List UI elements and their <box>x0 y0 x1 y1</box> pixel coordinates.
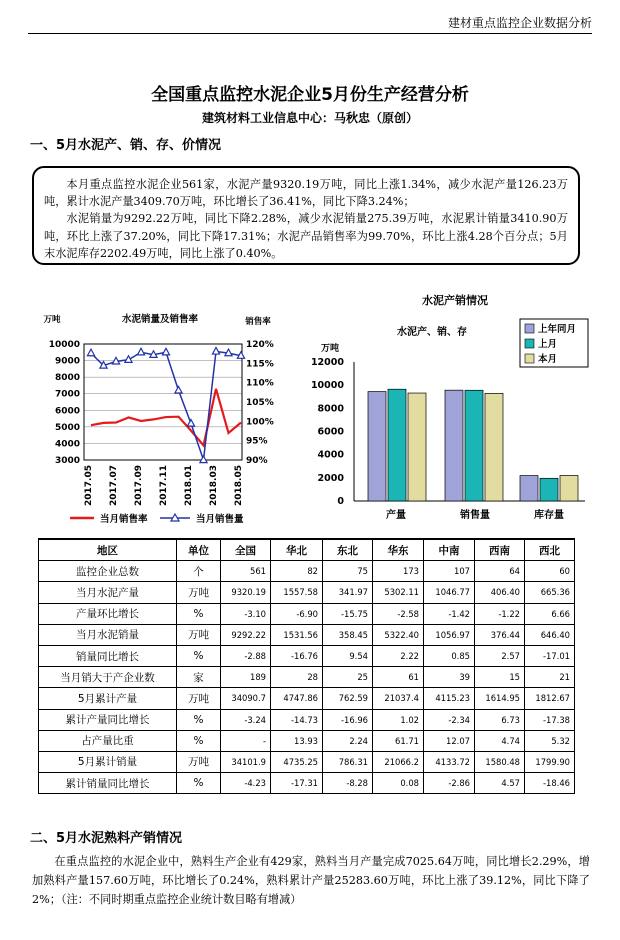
table-cell: 665.36 <box>525 582 575 603</box>
bar-tick: 0 <box>337 496 344 507</box>
left-tick: 4000 <box>54 439 80 450</box>
table-row <box>39 603 575 624</box>
bar-chart-legend <box>520 319 588 367</box>
row-label: 监控企业总数 <box>39 561 177 582</box>
table-cell: 4.57 <box>475 773 525 794</box>
left-tick: 7000 <box>54 389 80 400</box>
bar-tick: 6000 <box>317 426 344 438</box>
table-cell: -3.10 <box>221 603 271 624</box>
bar-tick: 10000 <box>310 380 344 392</box>
left-tick: 6000 <box>54 406 80 417</box>
legend-swatch-last-year <box>525 324 534 333</box>
table-cell: -17.38 <box>525 709 575 730</box>
left-chart-legend <box>70 513 244 525</box>
table-cell: 1580.48 <box>475 751 525 772</box>
row-unit: % <box>177 730 221 751</box>
bar-tick: 12000 <box>310 357 344 368</box>
table-cell: 1056.97 <box>424 624 475 645</box>
table-cell: 13.93 <box>271 730 323 751</box>
table-cell: 64 <box>475 561 525 582</box>
row-unit: 个 <box>177 561 221 582</box>
left-chart-gridlines <box>84 361 242 444</box>
row-unit: % <box>177 709 221 730</box>
bar-axis-unit: 万吨 <box>320 344 340 354</box>
table-cell: 9320.19 <box>221 582 271 603</box>
table-cell: 1812.67 <box>525 688 575 709</box>
table-cell: -15.75 <box>323 603 373 624</box>
table-cell: -16.96 <box>323 709 373 730</box>
table-cell: 61 <box>373 667 424 688</box>
table-cell: 4.74 <box>475 730 525 751</box>
table-cell: - <box>221 730 271 751</box>
left-chart-title: 水泥销量及销售率 <box>121 314 199 325</box>
table-cell: -4.23 <box>221 773 271 794</box>
table-cell: 1799.90 <box>525 751 575 772</box>
row-unit: 万吨 <box>177 751 221 772</box>
table-cell: 39 <box>424 667 475 688</box>
legend-label-rate: 当月销售率 <box>100 514 148 525</box>
table-cell: 25 <box>323 667 373 688</box>
table-row <box>39 730 575 751</box>
table-cell: 5302.11 <box>373 582 424 603</box>
row-unit: 万吨 <box>177 582 221 603</box>
legend-label-volume: 当月销售量 <box>196 514 244 525</box>
table-cell: 4747.86 <box>271 688 323 709</box>
x-label: 2017.05 <box>84 465 94 506</box>
right-chart-outer-title: 水泥产销情况 <box>422 294 488 307</box>
table-header-cell: 华北 <box>271 539 323 561</box>
region-data-table <box>38 538 575 794</box>
table-cell: -2.34 <box>424 709 475 730</box>
table-cell: 34090.7 <box>221 688 271 709</box>
table-cell: 561 <box>221 561 271 582</box>
row-label: 5月累计销量 <box>39 751 177 772</box>
table-cell: 2.57 <box>475 645 525 666</box>
bar-1-1 <box>465 390 483 501</box>
right-chart-inner-title: 水泥产、销、存 <box>397 327 467 338</box>
left-tick: 3000 <box>54 456 80 466</box>
row-unit: 万吨 <box>177 624 221 645</box>
table-cell: -2.58 <box>373 603 424 624</box>
x-axis-labels <box>84 465 244 506</box>
page-title: 全国重点监控水泥企业5月份生产经营分析 <box>151 85 469 105</box>
table-cell: 1614.95 <box>475 688 525 709</box>
row-unit: % <box>177 603 221 624</box>
table-cell: 21037.4 <box>373 688 424 709</box>
right-axis-ticks <box>246 340 274 466</box>
left-axis-ticks <box>49 340 80 466</box>
table-cell: 646.40 <box>525 624 575 645</box>
bar-category-label: 产量 <box>386 510 406 521</box>
table-cell: -16.76 <box>271 645 323 666</box>
table-cell: 1557.58 <box>271 582 323 603</box>
table-cell: 173 <box>373 561 424 582</box>
summary-paragraph-2: 水泥销量为9292.22万吨，同比下降2.28%，减少水泥销量275.39万吨，水泥累计销量3410.90万吨，环比上涨了37.20%，同比下降17.31%；水泥产品销售率为99.70%，环比上涨4.28个百分点；5月末水泥库存2202.49万吨，同比上涨了0.40%。 <box>44 212 568 260</box>
table-cell: 9.54 <box>323 645 373 666</box>
table-cell: -17.01 <box>525 645 575 666</box>
volume-point <box>212 347 219 354</box>
table-body <box>39 561 575 794</box>
table-cell: -2.86 <box>424 773 475 794</box>
table-row <box>39 624 575 645</box>
row-label: 当月水泥产量 <box>39 582 177 603</box>
table-cell: 2.24 <box>323 730 373 751</box>
right-tick: 120% <box>246 340 274 350</box>
volume-point <box>175 386 182 393</box>
left-chart-series <box>87 347 244 462</box>
section1-heading: 一、5月水泥产、销、存、价情况 <box>30 138 222 153</box>
table-cell: 2.22 <box>373 645 424 666</box>
table-cell: 376.44 <box>475 624 525 645</box>
table-cell: -14.73 <box>271 709 323 730</box>
table-cell: 34101.9 <box>221 751 271 772</box>
table-row <box>39 561 575 582</box>
table-row <box>39 751 575 772</box>
table-cell: 4133.72 <box>424 751 475 772</box>
right-tick: 100% <box>246 417 274 428</box>
bar-tick: 2000 <box>317 472 344 484</box>
volume-point <box>200 456 207 463</box>
table-cell: 5322.40 <box>373 624 424 645</box>
left-axis-unit: 万吨 <box>43 315 61 325</box>
bar-tick: 4000 <box>317 449 344 461</box>
x-label: 2017.11 <box>159 465 169 506</box>
table-cell: 107 <box>424 561 475 582</box>
right-tick: 110% <box>246 378 274 389</box>
bar-0-0 <box>368 392 386 501</box>
table-cell: 75 <box>323 561 373 582</box>
table-cell: 4115.23 <box>424 688 475 709</box>
legend-label-last-month: 上月 <box>538 339 558 350</box>
table-cell: 82 <box>271 561 323 582</box>
x-label: 2018.05 <box>234 465 244 506</box>
row-unit: % <box>177 645 221 666</box>
row-label: 5月累计产量 <box>39 688 177 709</box>
bar-1-0 <box>445 390 463 501</box>
bar-1-2 <box>485 393 503 501</box>
table-row <box>39 645 575 666</box>
x-label: 2017.09 <box>134 465 144 506</box>
legend-swatch-last-month <box>525 339 534 348</box>
volume-point <box>87 349 94 356</box>
row-label: 占产量比重 <box>39 730 177 751</box>
header-rule <box>28 33 592 34</box>
production-bar-chart <box>300 285 590 530</box>
running-header: 建材重点监控企业数据分析 <box>447 16 592 30</box>
section2-paragraph: 在重点监控的水泥企业中，熟料生产企业有429家，熟料当月产量完成7025.64万吨，同比增长2.29%，增加熟料产量157.60万吨，环比增长了0.24%，熟料累计产量25283.60万吨，环比上涨了39.12%，同比下降了2%；（注：不同时期重点监控企业统计数目略有增减） <box>32 855 590 906</box>
table-cell: 0.85 <box>424 645 475 666</box>
bar-0-2 <box>408 393 426 501</box>
table-cell: -8.28 <box>323 773 373 794</box>
left-tick: 5000 <box>54 422 80 433</box>
table-row <box>39 709 575 730</box>
table-cell: 4735.25 <box>271 751 323 772</box>
table-cell: 786.31 <box>323 751 373 772</box>
table-cell: 1046.77 <box>424 582 475 603</box>
table-cell: 15 <box>475 667 525 688</box>
left-chart-plot-area <box>84 344 242 460</box>
table-header-row <box>39 539 575 561</box>
table-cell: 0.08 <box>373 773 424 794</box>
x-label: 2018.01 <box>184 465 194 506</box>
row-unit: % <box>177 773 221 794</box>
bar-tick: 8000 <box>317 403 344 415</box>
bar-2-0 <box>520 476 538 501</box>
table-row <box>39 688 575 709</box>
table-header-cell: 西南 <box>475 539 525 561</box>
table-header-cell: 西北 <box>525 539 575 561</box>
table-header-cell: 全国 <box>221 539 271 561</box>
table-cell: 341.97 <box>323 582 373 603</box>
bar-2-2 <box>560 475 578 501</box>
left-tick: 9000 <box>54 356 80 367</box>
volume-point <box>187 420 194 427</box>
bar-category-label: 库存量 <box>534 510 564 521</box>
x-label: 2018.03 <box>209 465 219 506</box>
right-tick: 90% <box>246 456 268 466</box>
table-cell: 12.07 <box>424 730 475 751</box>
table-header-cell: 地区 <box>39 539 177 561</box>
row-unit: 万吨 <box>177 688 221 709</box>
row-label: 当月水泥销量 <box>39 624 177 645</box>
table-cell: 6.66 <box>525 603 575 624</box>
right-tick: 115% <box>246 359 274 370</box>
table-header-cell: 中南 <box>424 539 475 561</box>
bar-chart-bars <box>368 389 578 501</box>
volume-point <box>162 348 169 355</box>
table-cell: -3.24 <box>221 709 271 730</box>
row-label: 销量同比增长 <box>39 645 177 666</box>
left-tick: 8000 <box>54 373 80 384</box>
bar-0-1 <box>388 389 406 501</box>
table-cell: 28 <box>271 667 323 688</box>
right-tick: 105% <box>246 398 274 408</box>
table-cell: -1.22 <box>475 603 525 624</box>
row-unit: 家 <box>177 667 221 688</box>
table-row <box>39 773 575 794</box>
legend-label-this-month: 本月 <box>538 354 558 365</box>
table-cell: 61.71 <box>373 730 424 751</box>
table-cell: -2.88 <box>221 645 271 666</box>
summary-box <box>32 166 580 265</box>
table-cell: 762.59 <box>323 688 373 709</box>
bar-category-label: 销售量 <box>460 510 490 521</box>
table-cell: -18.46 <box>525 773 575 794</box>
bar-axis-ticks <box>311 357 344 507</box>
table-cell: 5.32 <box>525 730 575 751</box>
table-header-cell: 东北 <box>323 539 373 561</box>
table-cell: 406.40 <box>475 582 525 603</box>
table-cell: 9292.22 <box>221 624 271 645</box>
row-label: 当月销大于产企业数 <box>39 667 177 688</box>
row-label: 累计销量同比增长 <box>39 773 177 794</box>
table-cell: 60 <box>525 561 575 582</box>
legend-label-last-year: 上年同月 <box>538 324 577 335</box>
legend-swatch-this-month <box>525 354 534 363</box>
summary-paragraph-1: 本月重点监控水泥企业561家，水泥产量9320.19万吨，同比上涨1.34%，减少水泥产量126.23万吨，累计水泥产量3409.70万吨，环比增长了36.41%，同比下降3.24%； <box>44 178 568 209</box>
table-cell: -17.31 <box>271 773 323 794</box>
x-label: 2017.07 <box>109 465 119 506</box>
right-tick: 95% <box>246 436 268 447</box>
table-row <box>39 582 575 603</box>
table-cell: 6.73 <box>475 709 525 730</box>
row-label: 产量环比增长 <box>39 603 177 624</box>
table-header-cell: 华东 <box>373 539 424 561</box>
table-cell: 21066.2 <box>373 751 424 772</box>
page-subtitle: 建筑材料工业信息中心：马秋忠（原创） <box>201 111 418 125</box>
table-row <box>39 667 575 688</box>
table-cell: 189 <box>221 667 271 688</box>
right-axis-unit: 销售率 <box>245 317 271 327</box>
sales-line-chart <box>30 300 290 532</box>
table-cell: 1531.56 <box>271 624 323 645</box>
bar-category-labels <box>386 508 564 521</box>
table-cell: 358.45 <box>323 624 373 645</box>
row-label: 累计产量同比增长 <box>39 709 177 730</box>
table-header-cell: 单位 <box>177 539 221 561</box>
table-cell: -1.42 <box>424 603 475 624</box>
table-cell: 21 <box>525 667 575 688</box>
section2-heading: 二、5月水泥熟料产销情况 <box>30 831 183 846</box>
volume-point <box>137 348 144 355</box>
left-tick: 10000 <box>48 340 80 350</box>
bar-2-1 <box>540 478 558 501</box>
table-cell: 1.02 <box>373 709 424 730</box>
table-cell: -6.90 <box>271 603 323 624</box>
